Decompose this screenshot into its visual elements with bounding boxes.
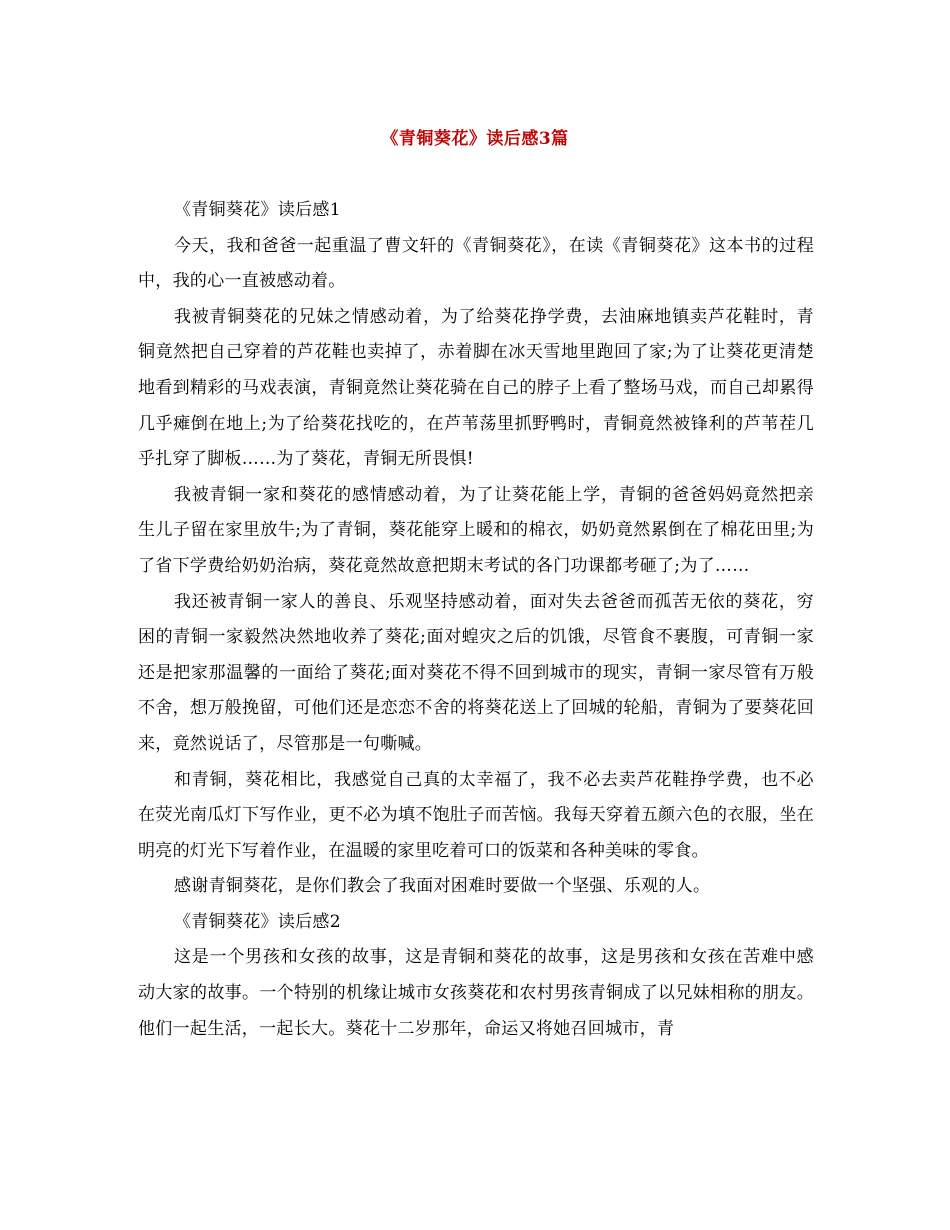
- document-title: 《青铜葵花》读后感3篇: [381, 129, 569, 149]
- paragraph: 这是一个男孩和女孩的故事，这是青铜和葵花的故事，这是男孩和女孩在苦难中感动大家的故事。一个特别的机缘让城市女孩葵花和农村男孩青铜成了以兄妹相称的朋友。他们一起生活，一起长大。葵花十二岁那年，命运又将她召回城市，青: [138, 947, 814, 1039]
- paragraph: 我被青铜一家和葵花的感情感动着，为了让葵花能上学，青铜的爸爸妈妈竟然把亲生儿子留在家里放牛;为了青铜，葵花能穿上暖和的棉衣，奶奶竟然累倒在了棉花田里;为了省下学费给奶奶治病，葵花竟然故意把期末考试的各门功课都考砸了;为了……: [138, 484, 814, 576]
- paragraph: 我还被青铜一家人的善良、乐观坚持感动着，面对失去爸爸而孤苦无依的葵花，穷困的青铜一家毅然决然地收养了葵花;面对蝗灾之后的饥饿，尽管食不裹腹，可青铜一家还是把家那温馨的一面给了葵花;面对葵花不得不回到城市的现实，青铜一家尽管有万般不舍，想万般挽留，可他们还是恋恋不舍的将葵花送上了回城的轮船，青铜为了要葵花回来，竟然说话了，尽管那是一句嘶喊。: [138, 591, 814, 754]
- paragraph: 我被青铜葵花的兄妹之情感动着，为了给葵花挣学费，去油麻地镇卖芦花鞋时，青铜竟然把自己穿着的芦花鞋也卖掉了，赤着脚在冰天雪地里跑回了家;为了让葵花更清楚地看到精彩的马戏表演，青铜竟然让葵花骑在自己的脖子上看了整场马戏，而自己却累得几乎瘫倒在地上;为了给葵花找吃的，在芦苇荡里抓野鸭时，青铜竟然被锋利的芦苇茬几乎扎穿了脚板……为了葵花，青铜无所畏惧!: [138, 306, 814, 470]
- section-heading-1: 《青铜葵花》读后感1: [174, 200, 341, 220]
- paragraph: 和青铜，葵花相比，我感觉自己真的太幸福了，我不必去卖芦花鞋挣学费，也不必在荧光南瓜灯下写作业，更不必为填不饱肚子而苦恼。我每天穿着五颜六色的衣服，坐在明亮的灯光下写着作业，在温暖的家里吃着可口的饭菜和各种美味的零食。: [138, 769, 814, 861]
- document-body: [138, 193, 814, 1047]
- paragraph: 今天，我和爸爸一起重温了曹文轩的《青铜葵花》，在读《青铜葵花》这本书的过程中，我的心一直被感动着。: [138, 235, 814, 292]
- paragraph: 感谢青铜葵花，是你们教会了我面对困难时要做一个坚强、乐观的人。: [174, 876, 711, 897]
- section-heading-2: 《青铜葵花》读后感2: [174, 911, 341, 932]
